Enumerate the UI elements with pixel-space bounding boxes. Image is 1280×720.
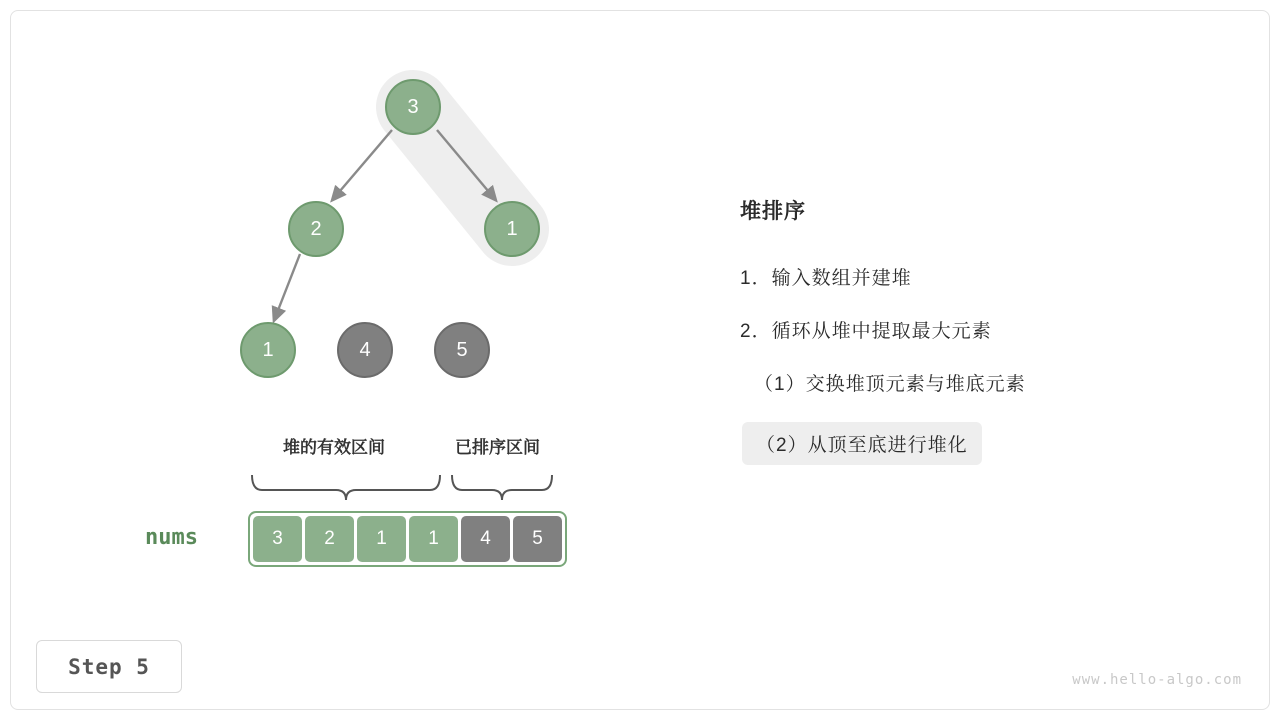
array-cell-1	[305, 516, 354, 562]
array-cell-4	[461, 516, 510, 562]
tree-node-1	[288, 201, 344, 257]
array-cell-5	[513, 516, 562, 562]
tree-node-label: 2	[310, 217, 322, 240]
array-cell-value: 5	[532, 528, 543, 549]
array-cell-0	[253, 516, 302, 562]
tree-node-4	[337, 322, 393, 378]
heap-brace	[252, 475, 440, 500]
nums-label: nums	[145, 525, 198, 550]
algorithm-steps-panel	[740, 195, 1240, 491]
heap-region-label: 堆的有效区间	[283, 438, 385, 457]
array-cell-value: 3	[272, 528, 283, 549]
watermark: www.hello-algo.com	[1072, 672, 1242, 688]
array-cell-2	[357, 516, 406, 562]
nums-array	[248, 511, 567, 567]
tree-node-label: 4	[359, 338, 371, 361]
array-cell-value: 1	[428, 528, 439, 549]
tree-node-5	[434, 322, 490, 378]
tree-node-3	[240, 322, 296, 378]
array-cell-value: 4	[480, 528, 491, 549]
array-cell-value: 2	[324, 528, 335, 549]
tree-node-label: 1	[262, 338, 274, 361]
sorted-brace	[452, 475, 552, 500]
panel-title: 堆排序	[740, 200, 806, 223]
step-badge: Step 5	[36, 640, 182, 693]
tree-node-label: 1	[506, 217, 518, 240]
step-item-2-1: （1）交换堆顶元素与堆底元素	[754, 374, 1026, 395]
sorted-region-label: 已排序区间	[455, 438, 540, 457]
step-item-2: 2．循环从堆中提取最大元素	[740, 321, 992, 342]
step-item-1: 1．输入数组并建堆	[740, 268, 912, 289]
tree-node-0	[385, 79, 441, 135]
array-cell-value: 1	[376, 528, 387, 549]
tree-node-label: 3	[407, 95, 419, 118]
step-item-2-2: （2）从顶至底进行堆化	[742, 422, 982, 465]
array-cell-3	[409, 516, 458, 562]
tree-node-label: 5	[456, 338, 468, 361]
tree-node-2	[484, 201, 540, 257]
region-braces	[240, 470, 640, 510]
